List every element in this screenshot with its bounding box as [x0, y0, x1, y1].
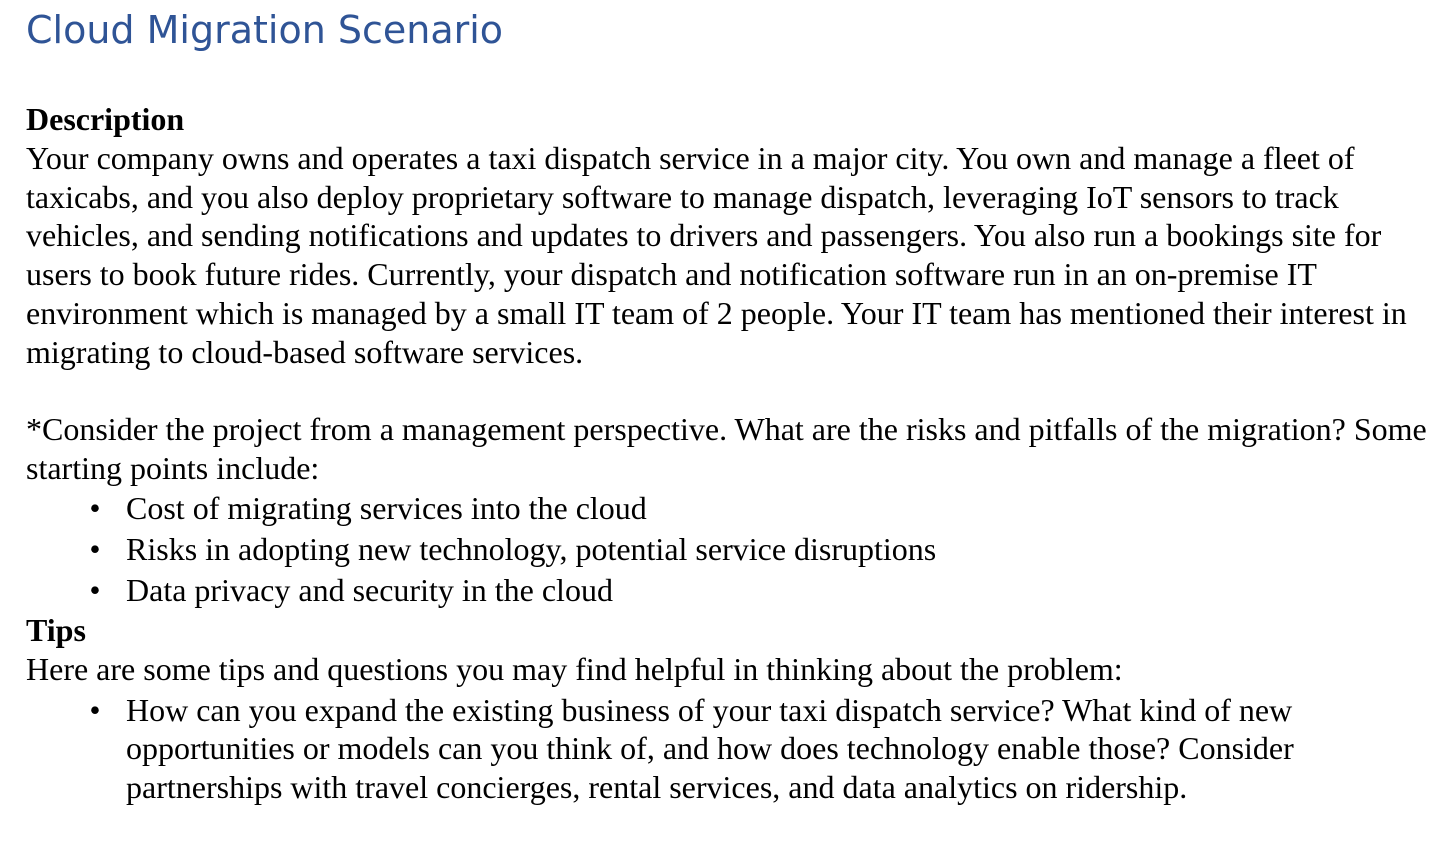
list-item-text: Risks in adopting new technology, potential service disruptions	[126, 530, 937, 567]
tips-points-list	[26, 691, 1436, 807]
list-item	[26, 488, 1436, 529]
description-paragraph: Your company owns and operates a taxi dispatch service in a major city. You own and manage a fleet of taxicabs, and you also deploy proprietary software to manage dispatch, leveraging IoT sensors to track vehicles, and sending notifications and updates to drivers and passengers. You also run a bookings site for users to book future rides. Currently, your dispatch and notification software run in an on-premise IT environment which is managed by a small IT team of 2 people. Your IT team has mentioned their interest in migrating to cloud-based software services.	[26, 139, 1407, 370]
bullet-icon: •	[89, 489, 101, 526]
list-item	[26, 529, 1436, 570]
blank-line	[26, 372, 1436, 411]
list-item	[26, 570, 1436, 611]
list-item	[26, 691, 1436, 807]
document-title: Cloud Migration Scenario	[26, 8, 504, 52]
document-body	[26, 100, 1436, 807]
list-item-text: Cost of migrating services into the cloud	[126, 489, 647, 526]
tips-intro: Here are some tips and questions you may find helpful in thinking about the problem:	[26, 650, 1123, 687]
bullet-icon: •	[89, 691, 101, 728]
description-heading: Description	[26, 101, 185, 137]
list-item-text: Data privacy and security in the cloud	[126, 571, 613, 608]
bullet-icon: •	[89, 571, 101, 608]
tips-heading: Tips	[26, 611, 86, 648]
risk-points-list	[26, 488, 1436, 611]
bullet-icon: •	[89, 530, 101, 567]
consider-paragraph: *Consider the project from a management perspective. What are the risks and pitfalls of the migration? Some starting points include:	[26, 411, 1427, 487]
list-item-text: How can you expand the existing business of your taxi dispatch service? What kind of new opportunities or models can you think of, and how does technology enable those? Consider partnerships with travel concierges, rental services, and data analytics on ridership.	[126, 691, 1294, 806]
